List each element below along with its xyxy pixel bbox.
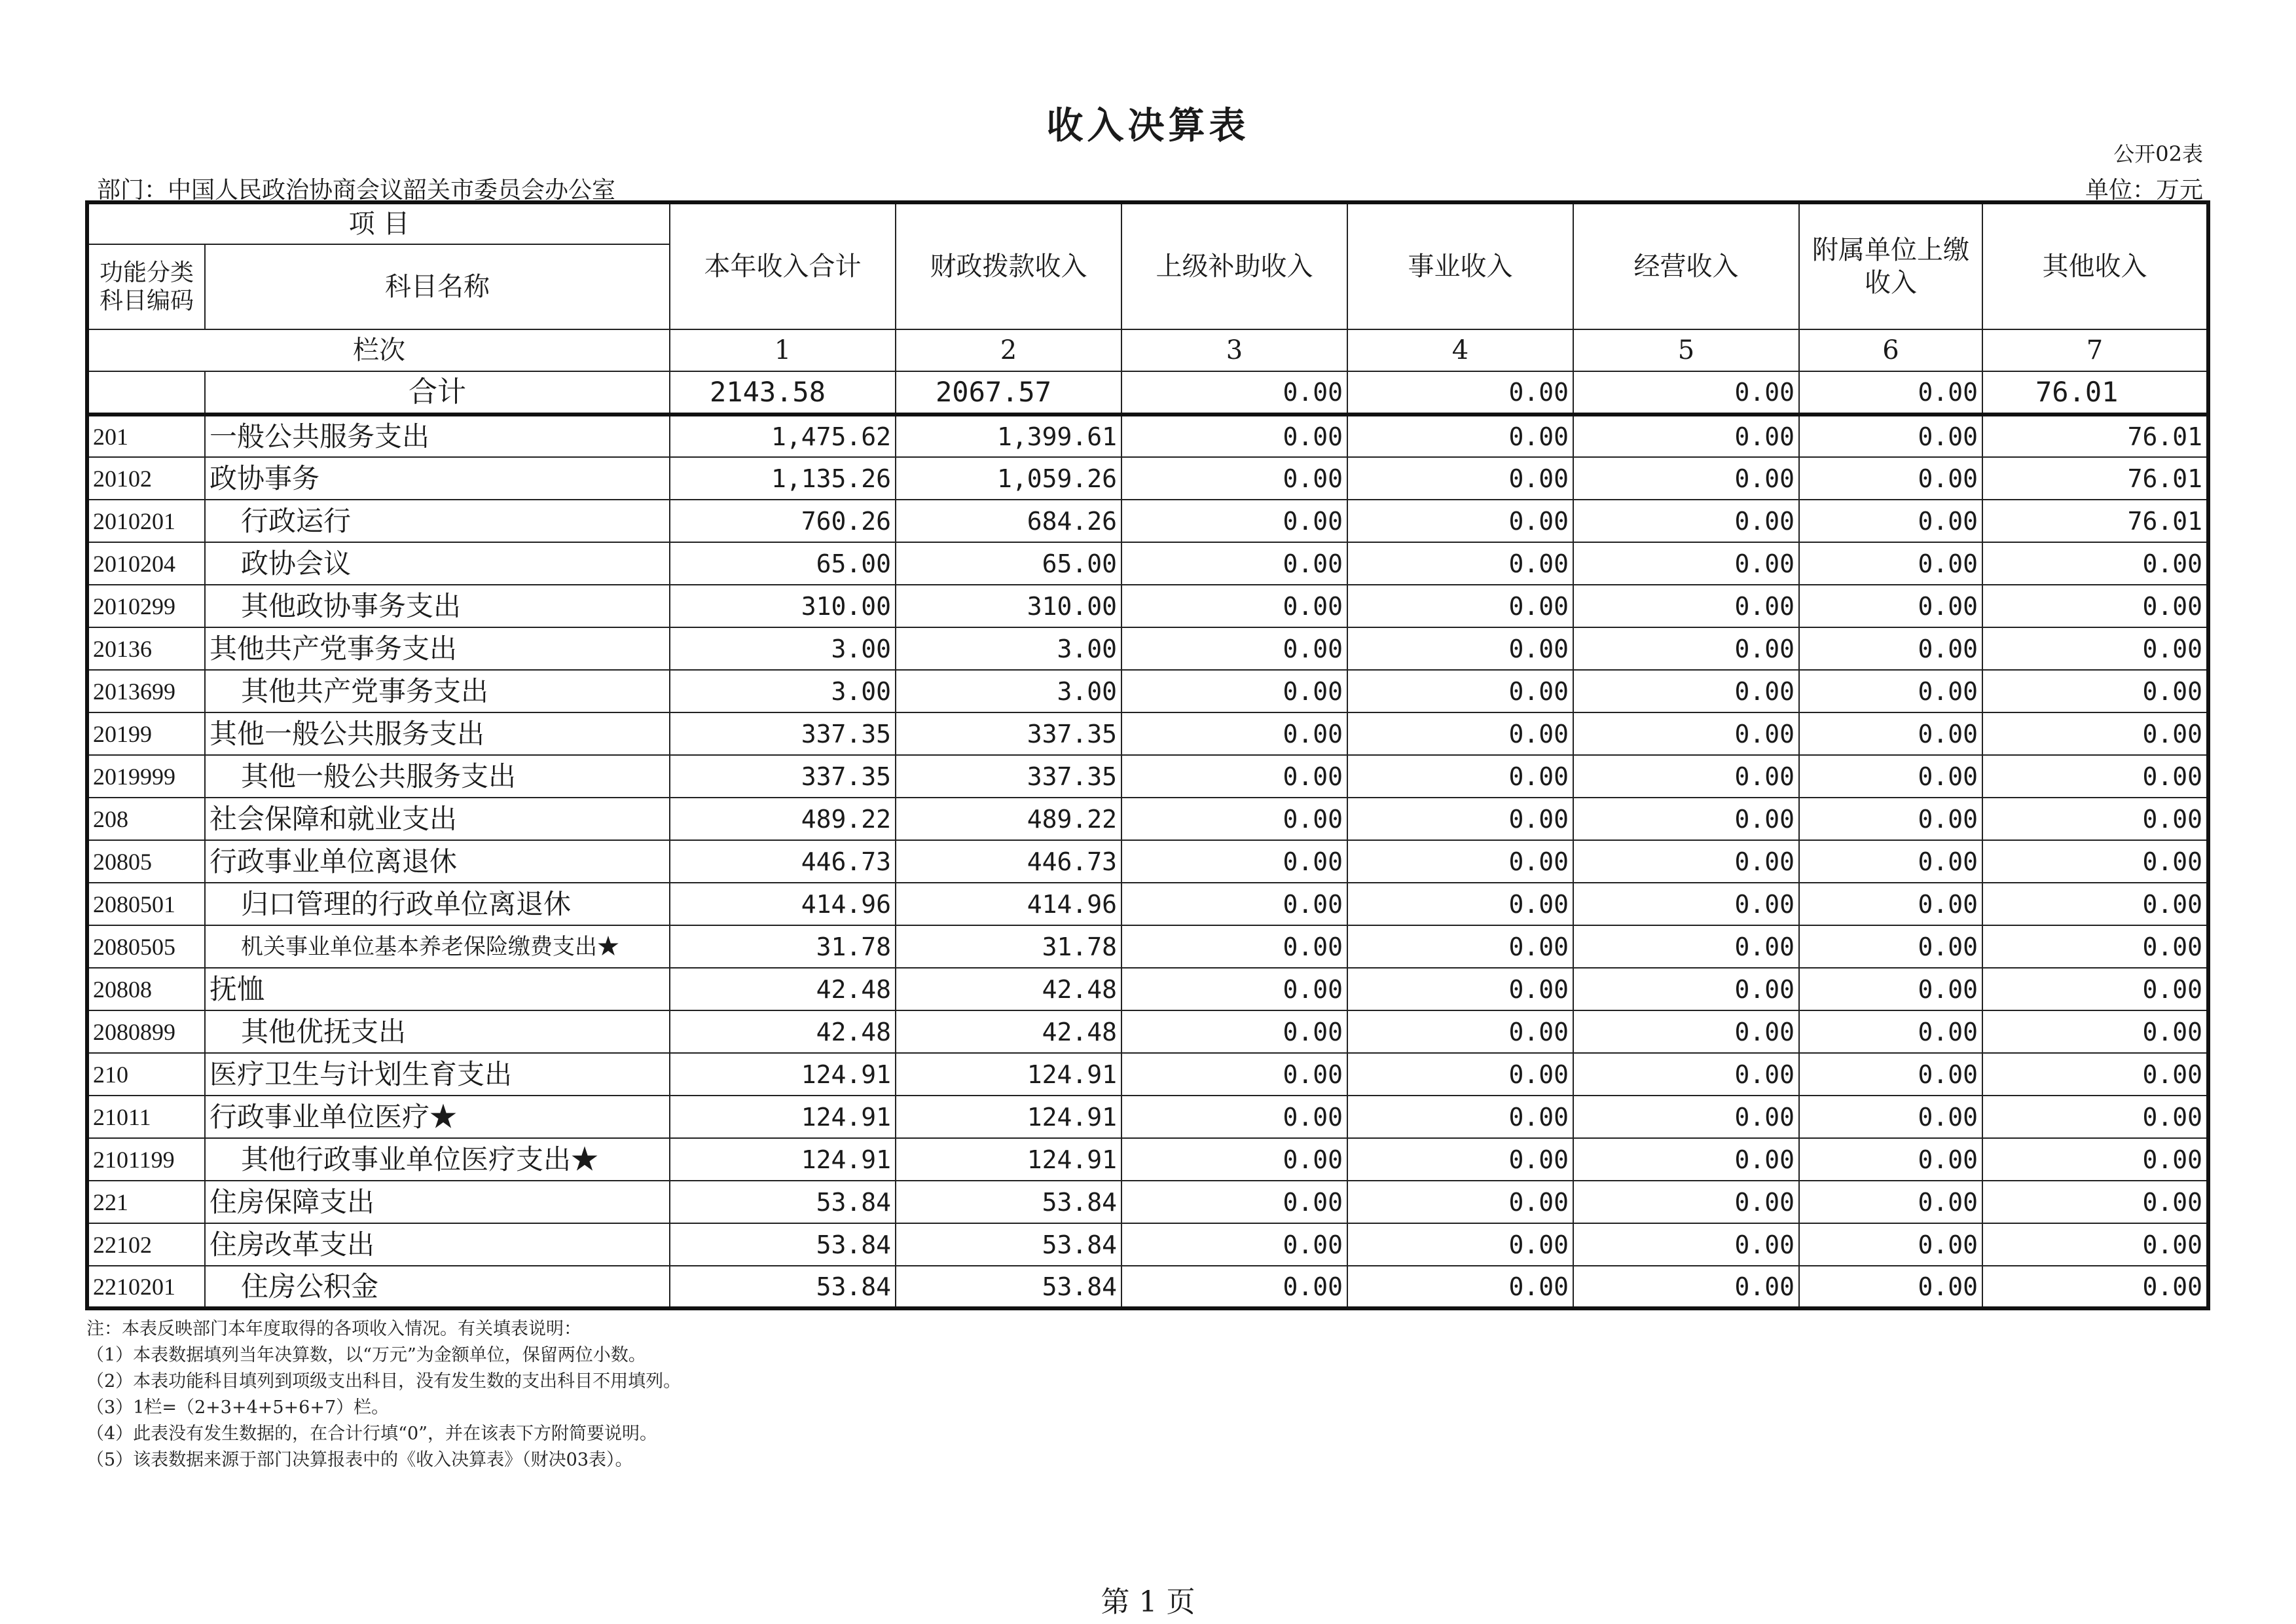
row-value: 0.00: [1573, 1138, 1799, 1181]
row-value: 0.00: [1347, 798, 1573, 840]
row-value: 0.00: [1121, 1223, 1347, 1266]
row-value: 0.00: [1799, 1138, 1982, 1181]
page-title: 收入决算表: [1046, 104, 1250, 147]
row-name: 住房公积金: [205, 1266, 670, 1308]
row-code: 2101199: [87, 1138, 205, 1181]
row-value: 414.96: [896, 883, 1121, 925]
total-value: 2143.58: [670, 371, 896, 415]
note-line: （4）此表没有发生数据的，在合计行填“0”，并在该表下方附简要说明。: [86, 1424, 657, 1444]
row-value: 0.00: [1347, 925, 1573, 968]
row-value: 0.00: [1121, 542, 1347, 585]
row-value: 124.91: [670, 1053, 896, 1096]
row-value: 0.00: [1347, 1138, 1573, 1181]
table-row: [87, 670, 2208, 712]
row-value: 53.84: [670, 1223, 896, 1266]
row-code: 221: [87, 1181, 205, 1223]
row-value: 0.00: [1347, 840, 1573, 883]
row-value: 124.91: [896, 1053, 1121, 1096]
row-value: 0.00: [1573, 457, 1799, 500]
row-value: 0.00: [1121, 712, 1347, 755]
form-number: 公开02表: [2113, 141, 2203, 166]
table-row: [87, 627, 2208, 670]
row-value: 0.00: [1982, 798, 2208, 840]
row-value: 0.00: [1121, 627, 1347, 670]
income-table: [85, 200, 2210, 1310]
row-value: 0.00: [1573, 627, 1799, 670]
row-code: 20199: [87, 712, 205, 755]
row-value: 0.00: [1982, 1266, 2208, 1308]
column-number: 4: [1347, 329, 1573, 371]
row-value: 0.00: [1982, 1223, 2208, 1266]
row-value: 489.22: [670, 798, 896, 840]
row-value: 0.00: [1573, 1053, 1799, 1096]
row-value: 0.00: [1121, 1138, 1347, 1181]
row-code: 208: [87, 798, 205, 840]
row-value: 0.00: [1121, 840, 1347, 883]
note-line: （5）该表数据来源于部门决算报表中的《收入决算表》（财决03表）。: [86, 1450, 633, 1470]
row-value: 0.00: [1347, 1010, 1573, 1053]
row-code: 2080899: [87, 1010, 205, 1053]
row-value: 3.00: [670, 670, 896, 712]
row-value: 337.35: [896, 755, 1121, 798]
row-code: 21011: [87, 1096, 205, 1138]
row-value: 310.00: [896, 585, 1121, 627]
row-value: 0.00: [1121, 1096, 1347, 1138]
row-value: 0.00: [1982, 627, 2208, 670]
header-col-2: 财政拨款收入: [896, 202, 1121, 329]
row-value: 124.91: [670, 1138, 896, 1181]
row-code: 20808: [87, 968, 205, 1010]
table-row: [87, 1010, 2208, 1053]
header-col-7: 其他收入: [1982, 202, 2208, 329]
row-value: 0.00: [1573, 1010, 1799, 1053]
row-value: 684.26: [896, 500, 1121, 542]
row-value: 0.00: [1573, 712, 1799, 755]
table-row: [87, 968, 2208, 1010]
row-value: 310.00: [670, 585, 896, 627]
row-value: 0.00: [1982, 670, 2208, 712]
header-col-4: 事业收入: [1347, 202, 1573, 329]
row-name: 其他优抚支出: [205, 1010, 670, 1053]
row-value: 0.00: [1347, 415, 1573, 457]
row-value: 1,059.26: [896, 457, 1121, 500]
header-item: 项 目: [87, 202, 670, 244]
row-value: 0.00: [1121, 457, 1347, 500]
row-value: 489.22: [896, 798, 1121, 840]
row-value: 0.00: [1982, 1096, 2208, 1138]
column-number: 7: [1982, 329, 2208, 371]
row-code: 2019999: [87, 755, 205, 798]
header-col-6: 附属单位上缴收入: [1799, 202, 1982, 329]
table-row: [87, 1181, 2208, 1223]
row-value: 0.00: [1799, 1010, 1982, 1053]
row-value: 0.00: [1121, 883, 1347, 925]
total-value: 0.00: [1347, 371, 1573, 415]
table-row: [87, 542, 2208, 585]
row-name: 政协会议: [205, 542, 670, 585]
row-code: 2080501: [87, 883, 205, 925]
row-value: 3.00: [896, 627, 1121, 670]
row-value: 0.00: [1347, 1053, 1573, 1096]
row-value: 1,475.62: [670, 415, 896, 457]
row-value: 0.00: [1982, 1181, 2208, 1223]
row-value: 0.00: [1347, 670, 1573, 712]
row-value: 0.00: [1121, 1010, 1347, 1053]
table-row: [87, 712, 2208, 755]
row-value: 0.00: [1799, 1053, 1982, 1096]
row-code: 2210201: [87, 1266, 205, 1308]
row-code: 20805: [87, 840, 205, 883]
row-value: 0.00: [1573, 670, 1799, 712]
row-value: 414.96: [670, 883, 896, 925]
note-line: （3）1栏=（2+3+4+5+6+7）栏。: [86, 1397, 390, 1418]
note-line: （2）本表功能科目填列到项级支出科目，没有发生数的支出科目不用填列。: [86, 1371, 682, 1392]
row-value: 0.00: [1799, 1266, 1982, 1308]
table-row: [87, 883, 2208, 925]
row-name: 医疗卫生与计划生育支出: [205, 1053, 670, 1096]
row-value: 446.73: [896, 840, 1121, 883]
row-value: 0.00: [1799, 670, 1982, 712]
row-value: 0.00: [1121, 798, 1347, 840]
table-row: [87, 1223, 2208, 1266]
row-name: 抚恤: [205, 968, 670, 1010]
row-value: 0.00: [1121, 415, 1347, 457]
row-value: 53.84: [896, 1181, 1121, 1223]
row-value: 337.35: [670, 712, 896, 755]
row-value: 0.00: [1121, 1181, 1347, 1223]
row-value: 31.78: [896, 925, 1121, 968]
row-value: 0.00: [1982, 1010, 2208, 1053]
total-value: 2067.57: [896, 371, 1121, 415]
row-value: 0.00: [1573, 1181, 1799, 1223]
row-name: 政协事务: [205, 457, 670, 500]
row-value: 0.00: [1347, 585, 1573, 627]
row-code: 2080505: [87, 925, 205, 968]
row-code: 2010201: [87, 500, 205, 542]
row-value: 0.00: [1573, 1266, 1799, 1308]
row-value: 53.84: [896, 1266, 1121, 1308]
row-name: 住房改革支出: [205, 1223, 670, 1266]
table-row: [87, 1096, 2208, 1138]
row-value: 0.00: [1573, 798, 1799, 840]
unit-label: 单位：万元: [2085, 177, 2203, 204]
row-value: 0.00: [1799, 1096, 1982, 1138]
row-value: 0.00: [1573, 840, 1799, 883]
row-value: 0.00: [1799, 457, 1982, 500]
column-number: 5: [1573, 329, 1799, 371]
note-line: （1）本表数据填列当年决算数，以“万元”为金额单位，保留两位小数。: [86, 1345, 646, 1365]
row-code: 22102: [87, 1223, 205, 1266]
header-row: [87, 202, 2208, 244]
column-number-row: [87, 329, 2208, 371]
row-value: 0.00: [1982, 840, 2208, 883]
row-value: 0.00: [1121, 1266, 1347, 1308]
row-value: 0.00: [1982, 755, 2208, 798]
table-row: [87, 798, 2208, 840]
row-code: 20136: [87, 627, 205, 670]
row-name: 住房保障支出: [205, 1181, 670, 1223]
table-row: [87, 1138, 2208, 1181]
row-value: 42.48: [896, 968, 1121, 1010]
row-value: 0.00: [1982, 1053, 2208, 1096]
row-value: 1,135.26: [670, 457, 896, 500]
row-value: 0.00: [1121, 670, 1347, 712]
column-number: 1: [670, 329, 896, 371]
row-value: 337.35: [670, 755, 896, 798]
total-label: 合计: [205, 371, 670, 415]
page-number: 第 1 页: [1101, 1585, 1195, 1619]
row-value: 1,399.61: [896, 415, 1121, 457]
row-value: 0.00: [1347, 755, 1573, 798]
row-value: 65.00: [670, 542, 896, 585]
column-number: 3: [1121, 329, 1347, 371]
row-name: 行政事业单位离退休: [205, 840, 670, 883]
table-row: [87, 755, 2208, 798]
header-col-3: 上级补助收入: [1121, 202, 1347, 329]
row-value: 0.00: [1799, 1223, 1982, 1266]
total-code: [87, 371, 205, 415]
row-value: 0.00: [1982, 712, 2208, 755]
row-value: 0.00: [1347, 712, 1573, 755]
table-row: [87, 925, 2208, 968]
row-value: 53.84: [670, 1266, 896, 1308]
row-value: 0.00: [1573, 755, 1799, 798]
table-row: [87, 457, 2208, 500]
row-value: 0.00: [1982, 1138, 2208, 1181]
row-value: 0.00: [1799, 712, 1982, 755]
row-value: 0.00: [1982, 883, 2208, 925]
row-value: 0.00: [1121, 500, 1347, 542]
row-label: 栏次: [87, 329, 670, 371]
row-value: 3.00: [896, 670, 1121, 712]
row-value: 42.48: [670, 1010, 896, 1053]
row-code: 20102: [87, 457, 205, 500]
row-value: 0.00: [1347, 1266, 1573, 1308]
row-value: 0.00: [1347, 1223, 1573, 1266]
row-value: 0.00: [1347, 500, 1573, 542]
row-value: 124.91: [670, 1096, 896, 1138]
row-value: 0.00: [1573, 1096, 1799, 1138]
row-value: 53.84: [670, 1181, 896, 1223]
row-value: 76.01: [1982, 415, 2208, 457]
row-value: 0.00: [1121, 1053, 1347, 1096]
row-name: 社会保障和就业支出: [205, 798, 670, 840]
row-value: 0.00: [1573, 883, 1799, 925]
department-label: 部门：中国人民政治协商会议韶关市委员会办公室: [97, 177, 616, 204]
row-value: 0.00: [1799, 798, 1982, 840]
table-row: [87, 585, 2208, 627]
total-value: 0.00: [1799, 371, 1982, 415]
row-value: 53.84: [896, 1223, 1121, 1266]
row-value: 3.00: [670, 627, 896, 670]
header-name: 科目名称: [205, 244, 670, 329]
row-value: 0.00: [1347, 457, 1573, 500]
total-value: 0.00: [1573, 371, 1799, 415]
row-value: 0.00: [1347, 1096, 1573, 1138]
row-value: 0.00: [1982, 968, 2208, 1010]
row-value: 0.00: [1982, 925, 2208, 968]
row-value: 0.00: [1573, 1223, 1799, 1266]
row-value: 124.91: [896, 1138, 1121, 1181]
row-value: 0.00: [1799, 627, 1982, 670]
note-line: 注：本表反映部门本年度取得的各项收入情况。有关填表说明：: [86, 1319, 581, 1339]
row-name: 机关事业单位基本养老保险缴费支出★: [205, 925, 670, 968]
row-value: 0.00: [1799, 1181, 1982, 1223]
row-value: 0.00: [1121, 585, 1347, 627]
row-value: 0.00: [1347, 1181, 1573, 1223]
row-value: 0.00: [1799, 755, 1982, 798]
row-name: 其他政协事务支出: [205, 585, 670, 627]
row-name: 其他一般公共服务支出: [205, 712, 670, 755]
header-code: 功能分类科目编码: [87, 244, 205, 329]
notes: [86, 1316, 681, 1473]
table-row: [87, 840, 2208, 883]
row-code: 210: [87, 1053, 205, 1096]
row-name: 其他行政事业单位医疗支出★: [205, 1138, 670, 1181]
row-value: 0.00: [1121, 968, 1347, 1010]
row-code: 2010204: [87, 542, 205, 585]
row-value: 0.00: [1799, 415, 1982, 457]
row-value: 65.00: [896, 542, 1121, 585]
row-value: 0.00: [1573, 925, 1799, 968]
header-col-1: 本年收入合计: [670, 202, 896, 329]
row-name: 其他一般公共服务支出: [205, 755, 670, 798]
row-value: 446.73: [670, 840, 896, 883]
row-value: 0.00: [1573, 415, 1799, 457]
row-value: 0.00: [1799, 883, 1982, 925]
row-value: 76.01: [1982, 457, 2208, 500]
row-name: 归口管理的行政单位离退休: [205, 883, 670, 925]
row-value: 0.00: [1347, 883, 1573, 925]
table-row: [87, 415, 2208, 457]
total-value: 76.01: [1982, 371, 2208, 415]
row-code: 2013699: [87, 670, 205, 712]
row-value: 0.00: [1573, 968, 1799, 1010]
row-value: 0.00: [1347, 627, 1573, 670]
table-row: [87, 500, 2208, 542]
row-code: 2010299: [87, 585, 205, 627]
row-name: 行政运行: [205, 500, 670, 542]
row-value: 42.48: [896, 1010, 1121, 1053]
row-value: 0.00: [1121, 925, 1347, 968]
row-value: 0.00: [1799, 968, 1982, 1010]
row-value: 124.91: [896, 1096, 1121, 1138]
row-value: 0.00: [1573, 542, 1799, 585]
row-value: 31.78: [670, 925, 896, 968]
row-value: 760.26: [670, 500, 896, 542]
row-value: 0.00: [1799, 840, 1982, 883]
row-value: 0.00: [1982, 542, 2208, 585]
column-number: 2: [896, 329, 1121, 371]
column-number: 6: [1799, 329, 1982, 371]
row-value: 0.00: [1573, 585, 1799, 627]
row-value: 76.01: [1982, 500, 2208, 542]
row-value: 0.00: [1799, 542, 1982, 585]
row-value: 0.00: [1347, 542, 1573, 585]
row-name: 其他共产党事务支出: [205, 627, 670, 670]
row-value: 0.00: [1799, 500, 1982, 542]
row-value: 0.00: [1799, 925, 1982, 968]
header-col-5: 经营收入: [1573, 202, 1799, 329]
row-name: 其他共产党事务支出: [205, 670, 670, 712]
row-value: 337.35: [896, 712, 1121, 755]
total-value: 0.00: [1121, 371, 1347, 415]
row-code: 201: [87, 415, 205, 457]
row-name: 行政事业单位医疗★: [205, 1096, 670, 1138]
table-row: [87, 1053, 2208, 1096]
row-value: 0.00: [1799, 585, 1982, 627]
row-value: 0.00: [1347, 968, 1573, 1010]
row-name: 一般公共服务支出: [205, 415, 670, 457]
total-row: [87, 371, 2208, 415]
table-row: [87, 1266, 2208, 1308]
row-value: 0.00: [1982, 585, 2208, 627]
row-value: 42.48: [670, 968, 896, 1010]
row-value: 0.00: [1573, 500, 1799, 542]
row-value: 0.00: [1121, 755, 1347, 798]
